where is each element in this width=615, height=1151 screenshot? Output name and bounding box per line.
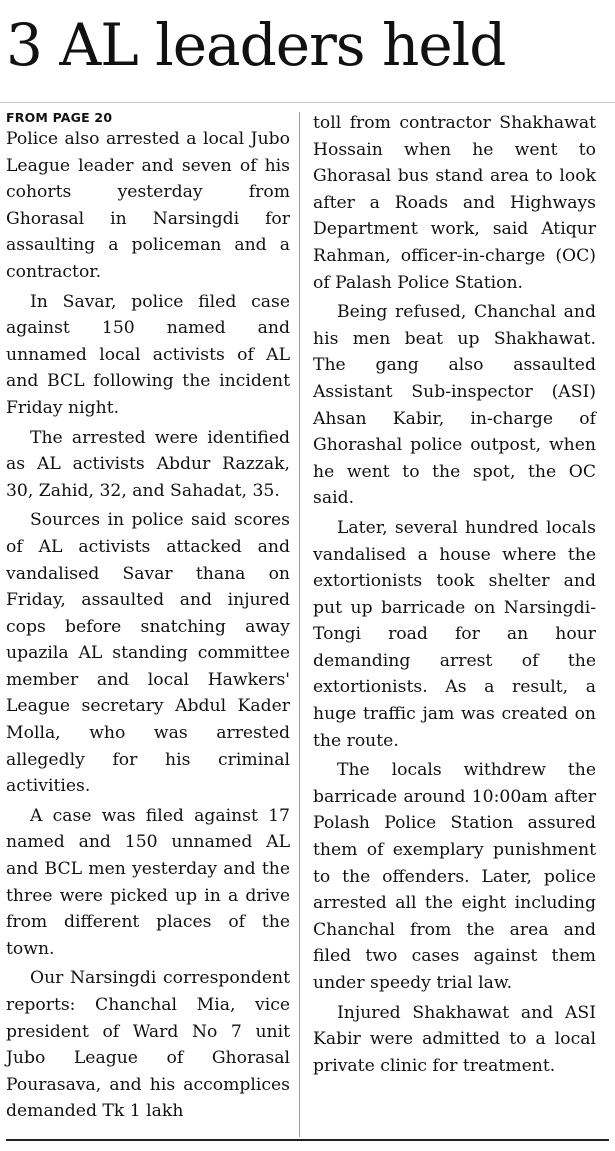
bottom-rule [6, 1139, 609, 1141]
jump-label: FROM PAGE 20 [6, 110, 113, 125]
left-paragraph-1: Police also arrested a local Jubo League leader and seven of his cohorts yesterday from Ghorasal in Narsingdi for assaulting a policeman and a contractor. [6, 129, 290, 282]
left-paragraph-4: Sources in police said scores of AL activists attacked and vandalised Savar thana on Friday, assaulted and injured cops before snatching away upazila AL standing committee member and local Hawkers' League secretary Abdul Kader Molla, who was arrested allegedly for his criminal activities. [6, 510, 290, 797]
right-paragraph-2: Being refused, Chanchal and his men beat up Shakhawat. The gang also assaulted Assistant Sub-inspector (ASI) Ahsan Kabir, in-charge of Ghorashal police outpost, when he went to the spot, the OC said. [313, 302, 596, 509]
left-column [6, 110, 290, 1125]
left-paragraph-2: In Savar, police filed case against 150 named and unnamed local activists of AL and BCL following the incident Friday night. [6, 291, 290, 418]
right-paragraph-4: The locals withdrew the barricade around 10:00am after Polash Police Station assured them of exemplary punishment to the offenders. Later, police arrested all the eight including Chanchal from the area and filed two cases against them under speedy trial law. [313, 760, 596, 993]
right-paragraph-3: Later, several hundred locals vandalised a house where the extortionists took shelter and put up barricade on Narsingdi-Tongi road for an hour demanding arrest of the extortionists. As a result, a huge traffic jam was created on the route. [313, 517, 596, 751]
right-column [313, 110, 596, 1079]
left-paragraph-5: A case was filed against 17 named and 150 unnamed AL and BCL men yesterday and the three were picked up in a drive from different places of the town. [6, 805, 290, 959]
right-paragraph-5: Injured Shakhawat and ASI Kabir were admitted to a local private clinic for treatment. [313, 1002, 596, 1076]
left-paragraph-6: Our Narsingdi correspondent reports: Chanchal Mia, vice president of Ward No 7 unit Jubo League of Ghorasal Pourasava, and his accomplices demanded Tk 1 lakh [6, 968, 290, 1122]
right-paragraph-1: toll from contractor Shakhawat Hossain when he went to Ghorasal bus stand area to look after a Roads and Highways Department work, said Atiqur Rahman, officer-in-charge (OC) of Palash Police Station. [313, 113, 596, 293]
left-paragraph-3: The arrested were identified as AL activists Abdur Razzak, 30, Zahid, 32, and Sahadat, 35. [6, 427, 290, 501]
headline: 3 AL leaders held [6, 11, 506, 79]
column-divider [299, 112, 300, 1137]
headline-divider [0, 102, 615, 103]
